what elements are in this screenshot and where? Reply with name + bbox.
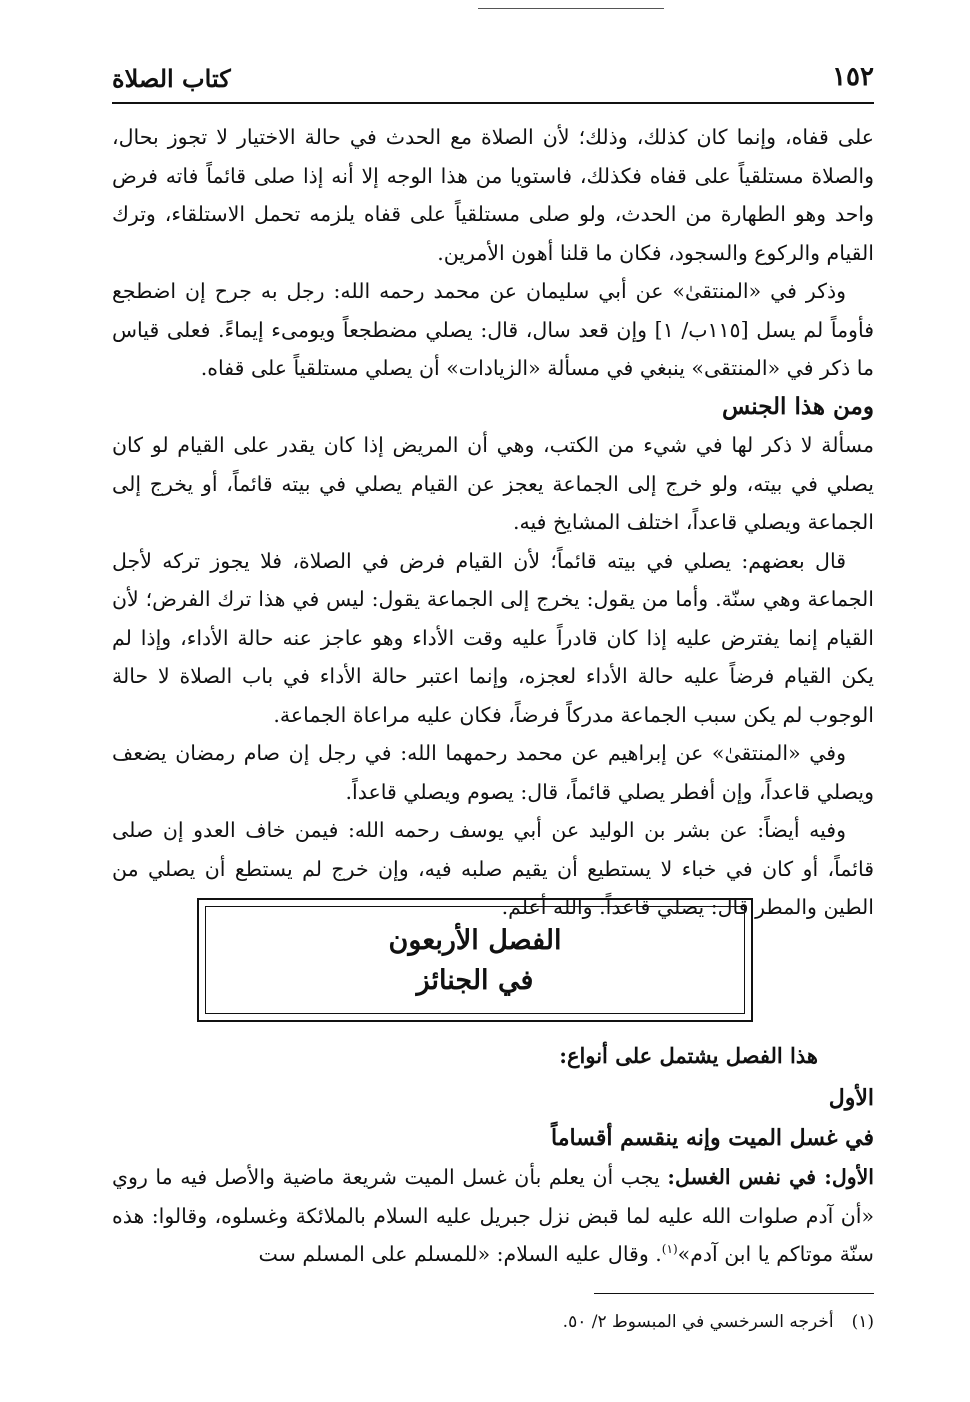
section-subtitle: في غسل الميت وإنه ينقسم أقساماً <box>551 1125 874 1151</box>
footnote-text: أخرجه السرخسي في المبسوط ٢/ ٥٠. <box>562 1312 834 1332</box>
footnote <box>112 1308 874 1336</box>
footnote-marker: (١) <box>851 1312 874 1332</box>
section-title: الأول <box>828 1085 874 1111</box>
running-head: كتاب الصلاة <box>112 64 231 93</box>
main-text <box>112 118 874 927</box>
chapter-subtitle: في الجنائز <box>416 965 534 996</box>
paragraph-1: على قفاه، وإنما كان كذلك، وذلك؛ لأن الصلاة مع الحدث في حالة الاختيار لا تجوز بحال، والصلاة مستلقياً على قفاه فكذلك، فاستويا من هذا الوجه إلا أنه إذا صلى قائماً فاته فرض واحد وهو الطهارة من الحدث، ولو صلى مستلقياً على قفاه يلزمه تحمل الاستلقاء، وترك القيام والركوع والسجود، فكان ما قلنا أهون الأمرين. <box>112 125 874 265</box>
paragraph-3: مسألة لا ذكر لها في شيء من الكتب، وهي أن المريض إذا كان يقدر على القيام لو كان يصلي في بيته، ولو خرج إلى الجماعة يعجز عن القيام يصلي في بيته قائماً، أو يخرج إلى الجماعة ويصلي قاعداً، اختلف المشايخ فيه. <box>112 433 874 534</box>
paragraph-5: وفي «المنتقىٰ» عن إبراهيم عن محمد رحمهما الله: في رجل إن صام رمضان يضعف ويصلي قاعداً، وإن أفطر يصلي قائماً، قال: يصوم ويصلي قاعداً. <box>112 741 874 804</box>
page-number: ١٥٢ <box>832 62 874 92</box>
paragraph-lead: الأول: في نفس الغسل: <box>667 1165 874 1189</box>
paragraph-4: قال بعضهم: يصلي في بيته قائماً؛ لأن القيام فرض في الصلاة، فلا يجوز تركه لأجل الجماعة وهي سنّة. وأما من يقول: يخرج إلى الجماعة يقول: ليس في هذا ترك الفرض؛ لأن القيام إنما يفترض عليه إذا كان قادراً عليه وقت الأداء وهو عاجز عنه حالة الأداء، وإذا لم يكن القيام فرضاً عليه حالة الأداء لعجزه، وإنما اعتبر حالة الأداء في باب الصلاة لا حالة الوجوب لم يكن سبب الجماعة مدركاً فرضاً، فكان عليه مراعاة الجماعة. <box>112 548 874 727</box>
chapter-title: الفصل الأربعون <box>388 925 562 956</box>
section-subheading: ومن هذا الجنس <box>721 392 874 420</box>
paragraph-6: وفيه أيضاً: عن بشر بن الوليد عن أبي يوسف رحمه الله: فيمن خاف العدو إن صلى قائماً، أو كان في خباء لا يستطيع أن يقيم صلبه فيه، وإن خرج لم يستطع أن يصلي من الطين والمطر قال: يصلي قاعداً. والله أعلم. <box>112 818 874 919</box>
paragraph-7-text: يجب أن يعلم بأن غسل الميت شريعة ماضية والأصل فيه ما روي «أن آدم صلوات الله عليه لما قبض نزل جبريل عليه السلام بالملائكة وغسلوه، وقالوا: هذه سنّة موتاكم يا ابن آدم» <box>112 1165 874 1266</box>
top-rule <box>478 8 664 9</box>
footnote-reference: (١) <box>661 1242 678 1257</box>
paragraph-2: وذكر في «المنتقىٰ» عن أبي سليمان عن محمد رحمه الله: رجل به جرح إن اضطجع فأوماً لم يسل [١١٥ب/ ١] وإن قعد سال، قال: يصلي مضطجعاً ويومىء إيماءً. فعلى قياس ما ذكر في «المنتقى» ينبغي في مسألة «الزيادات» أن يصلي مستلقياً على قفاه. <box>112 279 874 380</box>
chapter-title-frame <box>205 906 745 1014</box>
footnote-divider <box>594 1293 874 1294</box>
paragraph-7 <box>112 1158 874 1274</box>
chapter-title-box <box>197 898 753 1022</box>
paragraph-7-continuation: . وقال عليه السلام: «للمسلم على المسلم ست <box>258 1242 662 1266</box>
chapter-body <box>112 1034 874 1274</box>
page-header <box>112 62 874 104</box>
chapter-intro: هذا الفصل يشتمل على أنواع: <box>559 1043 818 1068</box>
